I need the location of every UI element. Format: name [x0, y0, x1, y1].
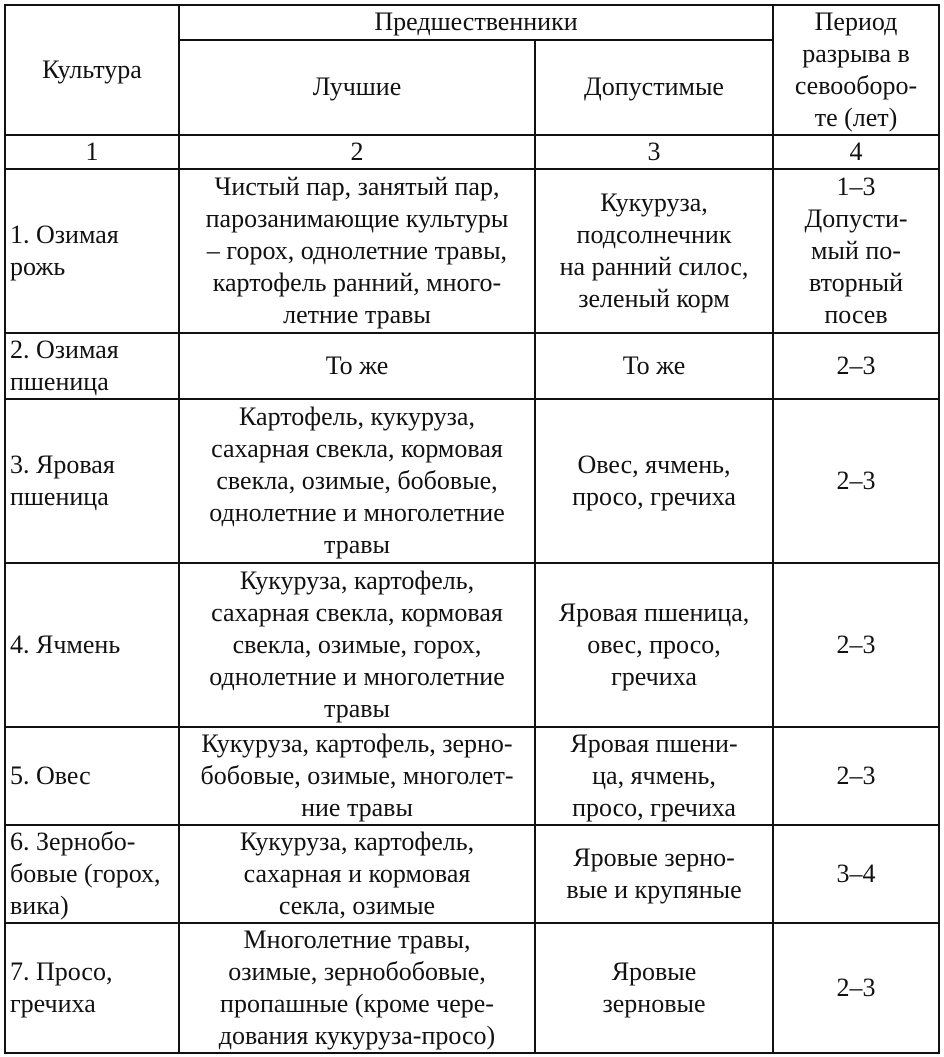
table-row: [5, 923, 939, 1053]
header-acceptable: Допустимые: [535, 40, 773, 135]
acceptable-cell: Яровая пшени- ца, ячмень, просо, гречиха: [535, 727, 773, 825]
period-cell: 2–3: [773, 399, 939, 563]
best-cell: Чистый пар, занятый пар, парозанимающие культуры – горох, однолетние травы, картофель ранний, много- летние травы: [179, 169, 535, 333]
crop-predecessors-table: [4, 4, 940, 1054]
best-cell: Кукуруза, картофель, сахарная свекла, кормовая свекла, озимые, горох, однолетние и многолетние травы: [179, 563, 535, 727]
culture-cell: 7. Просо, гречиха: [5, 923, 179, 1053]
culture-cell: 2. Озимая пшеница: [5, 333, 179, 399]
acceptable-cell: Яровая пшеница, овес, просо, гречиха: [535, 563, 773, 727]
culture-cell: 5. Овес: [5, 727, 179, 825]
best-cell: Картофель, кукуруза, сахарная свекла, кормовая свекла, озимые, бобовые, однолетние и многолетние травы: [179, 399, 535, 563]
period-cell: 2–3: [773, 727, 939, 825]
header-predecessors: Предшественники: [179, 5, 773, 40]
best-cell: То же: [179, 333, 535, 399]
best-cell: Многолетние травы, озимые, зернобобовые, пропашные (кроме чере- дования кукуруза-просо): [179, 923, 535, 1053]
best-cell: Кукуруза, картофель, сахарная и кормовая секла, озимые: [179, 825, 535, 923]
col-number-2: 2: [179, 135, 535, 169]
table-row: [5, 169, 939, 333]
culture-cell: 3. Яровая пшеница: [5, 399, 179, 563]
culture-cell: 6. Зернобо- бовые (горох, вика): [5, 825, 179, 923]
best-cell: Кукуруза, картофель, зерно- бобовые, озимые, многолет- ние травы: [179, 727, 535, 825]
acceptable-cell: Кукуруза, подсолнечник на ранний силос, зеленый корм: [535, 169, 773, 333]
header-culture: Культура: [5, 5, 179, 135]
period-cell: 2–3: [773, 563, 939, 727]
table-row: [5, 727, 939, 825]
period-cell: 1–3 Допусти- мый по- вторный посев: [773, 169, 939, 333]
acceptable-cell: Яровые зерно- вые и крупяные: [535, 825, 773, 923]
period-cell: 2–3: [773, 333, 939, 399]
acceptable-cell: То же: [535, 333, 773, 399]
header-best: Лучшие: [179, 40, 535, 135]
header-period: Период разрыва в севооборо- те (лет): [773, 5, 939, 135]
acceptable-cell: Яровые зерновые: [535, 923, 773, 1053]
table-row: [5, 399, 939, 563]
period-cell: 2–3: [773, 923, 939, 1053]
table-row: [5, 825, 939, 923]
col-number-1: 1: [5, 135, 179, 169]
col-number-3: 3: [535, 135, 773, 169]
table-row: [5, 563, 939, 727]
col-number-4: 4: [773, 135, 939, 169]
culture-cell: 4. Ячмень: [5, 563, 179, 727]
table-row: [5, 333, 939, 399]
culture-cell: 1. Озимая рожь: [5, 169, 179, 333]
acceptable-cell: Овес, ячмень, просо, гречиха: [535, 399, 773, 563]
period-cell: 3–4: [773, 825, 939, 923]
